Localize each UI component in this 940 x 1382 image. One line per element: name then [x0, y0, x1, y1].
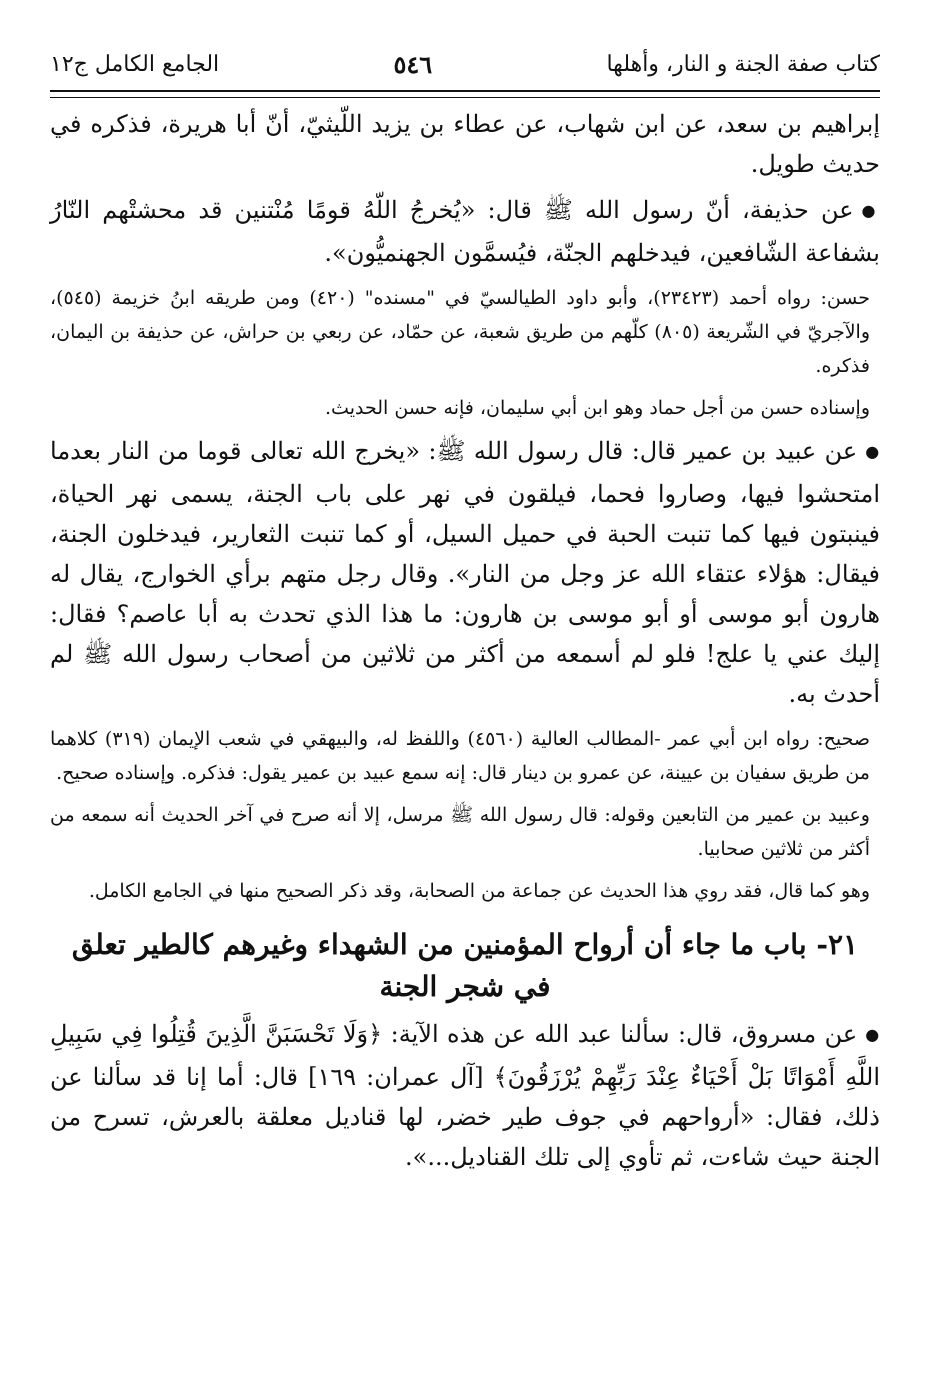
isnad-note: وإسناده حسن من أجل حماد وهو ابن أبي سليمان، فإنه حسن الحديث.	[325, 397, 870, 419]
takhrij-note: حسن: رواه أحمد (٢٣٤٢٣)، وأبو داود الطيالسيّ في "مسنده" (٤٢٠) ومن طريقه ابنُ خزيمة (٥٤٥)، والآجريّ في الشّريعة (٨٠٥) كلّهم من طريق شعبة، عن حمّاد، عن ربعي بن حراش، عن حذيفة بن اليمان، فذكره.	[50, 287, 871, 377]
book-page	[50, 44, 880, 1177]
hadith-masruq: ● عن مسروق، قال: سألنا عبد الله عن هذه الآية: ﴿وَلَا تَحْسَبَنَّ الَّذِينَ قُتِلُوا فِي سَبِيلِ اللَّهِ أَمْوَاتًا بَلْ أَحْيَاءٌ عِنْدَ رَبِّهِمْ يُرْزَقُونَ﴾ [آل عمران: ١٦٩] قال: أما إنا قد سألنا عن ذلك، فقال: «أرواحهم في جوف طير خضر، لها قناديل معلقة بالعرش، تسرح من الجنة حيث شاءت، ثم تأوي إلى تلك القناديل...».	[50, 1014, 880, 1177]
chapter-heading: ٢١- باب ما جاء أن أرواح المؤمنين من الشهداء وغيرهم كالطير تعلق في شجر الجنة	[71, 928, 859, 1003]
commentary-note: وعبيد بن عمير من التابعين وقوله: قال رسول الله ﷺ مرسل، إلا أنه صرح في آخر الحديث أنه سمعه من أكثر من ثلاثين صحابيا.	[50, 804, 870, 860]
header-rule	[50, 90, 880, 98]
commentary-note: وهو كما قال، فقد روي هذا الحديث عن جماعة من الصحابة، وقد ذكر الصحيح منها في الجامع الكامل.	[88, 880, 870, 902]
page-body	[50, 104, 880, 1177]
hadith-hudhayfa: ● عن حذيفة، أنّ رسول الله ﷺ قال: «يُخرجُ اللّهُ قومًا مُنْتنين قد محشتْهم النّارُ بشفاعة الشّافعين، فيدخلهم الجنّة، فيُسمَّون الجهنميُّون».	[50, 190, 880, 273]
series-title: الجامع الكامل ج١٢	[50, 52, 220, 77]
takhrij-note: صحيح: رواه ابن أبي عمر -المطالب العالية (٤٥٦٠) واللفظ له، والبيهقي في شعب الإيمان (٣١٩) كلاهما من طريق سفيان بن عيينة، عن عمرو بن دينار قال: إنه سمع عبيد بن عمير يقول: فذكره. وإسناده صحيح.	[50, 728, 870, 784]
book-title: كتاب صفة الجنة و النار، وأهلها	[606, 52, 880, 77]
page-header	[50, 44, 880, 86]
paragraph-continuation: إبراهيم بن سعد، عن ابن شهاب، عن عطاء بن يزيد اللّيثيّ، أنّ أبا هريرة، فذكره في حديث طويل.	[50, 110, 880, 178]
hadith-ubayd-bin-umayr: ● عن عبيد بن عمير قال: قال رسول الله ﷺ: «يخرج الله تعالى قوما من النار بعدما امتحشوا فيها، وصاروا فحما، فيلقون في نهر على باب الجنة، يسمى نهر الحياة، فينبتون فيها كما تنبت الحبة في حميل السيل، أو كما تنبت الثعارير، فيدخلون الجنة، فيقال: هؤلاء عتقاء الله عز وجل من النار». وقال رجل متهم برأي الخوارج، يقال له هارون أبو موسى أو أبو موسى بن هارون: ما هذا الذي تحدث به أبا عاصم؟ فقال: إليك عني يا علج! فلو لم أسمعه من أكثر من ثلاثين من أصحاب رسول الله ﷺ لم أحدث به.	[50, 431, 880, 714]
page-number: ٥٤٦	[393, 50, 433, 79]
